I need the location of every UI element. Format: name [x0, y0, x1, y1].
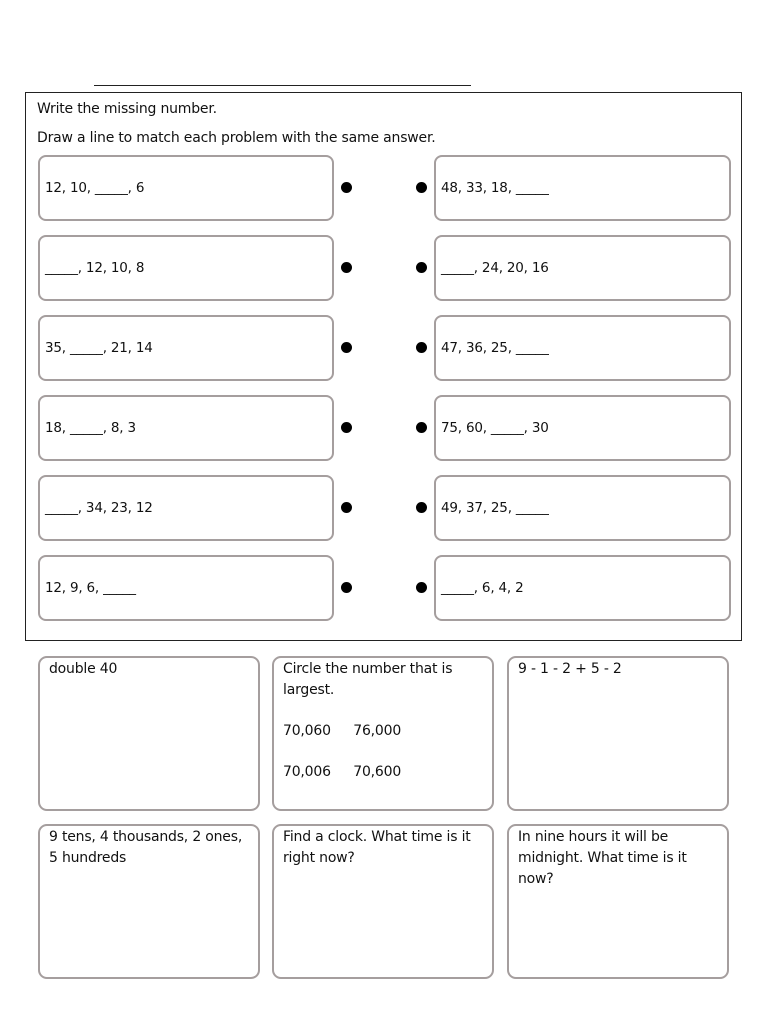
- clock-prompt: Find a clock. What time is it right now?: [283, 829, 471, 866]
- circle-largest-cell[interactable]: [272, 656, 494, 811]
- nine-hours-cell[interactable]: [507, 824, 729, 979]
- left-problem-5: _____, 34, 23, 12: [38, 475, 334, 541]
- number-choices-row-1: [283, 721, 483, 742]
- instruction-missing-number: Write the missing number.: [37, 101, 217, 117]
- left-problem-3: 35, _____, 21, 14: [38, 315, 334, 381]
- right-problem-1: 48, 33, 18, _____: [434, 155, 731, 221]
- right-problem-6: _____, 6, 4, 2: [434, 555, 731, 621]
- left-match-dot-3[interactable]: [341, 342, 352, 353]
- left-problem-2: _____, 12, 10, 8: [38, 235, 334, 301]
- right-match-dot-4[interactable]: [416, 422, 427, 433]
- left-match-dot-6[interactable]: [341, 582, 352, 593]
- instruction-draw-line: Draw a line to match each problem with the same answer.: [37, 130, 436, 146]
- left-problem-1: 12, 10, _____, 6: [38, 155, 334, 221]
- nine-hours-prompt: In nine hours it will be midnight. What time is it now?: [518, 829, 687, 887]
- left-match-dot-4[interactable]: [341, 422, 352, 433]
- left-match-dot-5[interactable]: [341, 502, 352, 513]
- place-value-prompt: 9 tens, 4 thousands, 2 ones, 5 hundreds: [49, 829, 243, 866]
- name-line[interactable]: [94, 85, 471, 86]
- left-match-dot-1[interactable]: [341, 182, 352, 193]
- right-match-dot-6[interactable]: [416, 582, 427, 593]
- right-match-dot-3[interactable]: [416, 342, 427, 353]
- right-problem-4: 75, 60, _____, 30: [434, 395, 731, 461]
- clock-cell[interactable]: [272, 824, 494, 979]
- number-choice[interactable]: 70,600: [353, 764, 402, 780]
- number-choice[interactable]: 70,060: [283, 723, 331, 739]
- right-problem-2: _____, 24, 20, 16: [434, 235, 731, 301]
- double-prompt: double 40: [49, 661, 118, 677]
- number-choice[interactable]: 76,000: [353, 723, 402, 739]
- number-choice[interactable]: 70,006: [283, 764, 331, 780]
- left-match-dot-2[interactable]: [341, 262, 352, 273]
- place-value-cell[interactable]: [38, 824, 260, 979]
- circle-largest-prompt: Circle the number that is largest.: [283, 661, 453, 698]
- right-problem-3: 47, 36, 25, _____: [434, 315, 731, 381]
- left-problem-6: 12, 9, 6, _____: [38, 555, 334, 621]
- right-problem-5: 49, 37, 25, _____: [434, 475, 731, 541]
- left-problem-4: 18, _____, 8, 3: [38, 395, 334, 461]
- right-match-dot-5[interactable]: [416, 502, 427, 513]
- expression-cell[interactable]: [507, 656, 729, 811]
- number-choices-row-2: [283, 762, 483, 783]
- expression-prompt: 9 - 1 - 2 + 5 - 2: [518, 661, 622, 677]
- right-match-dot-2[interactable]: [416, 262, 427, 273]
- right-match-dot-1[interactable]: [416, 182, 427, 193]
- double-cell[interactable]: [38, 656, 260, 811]
